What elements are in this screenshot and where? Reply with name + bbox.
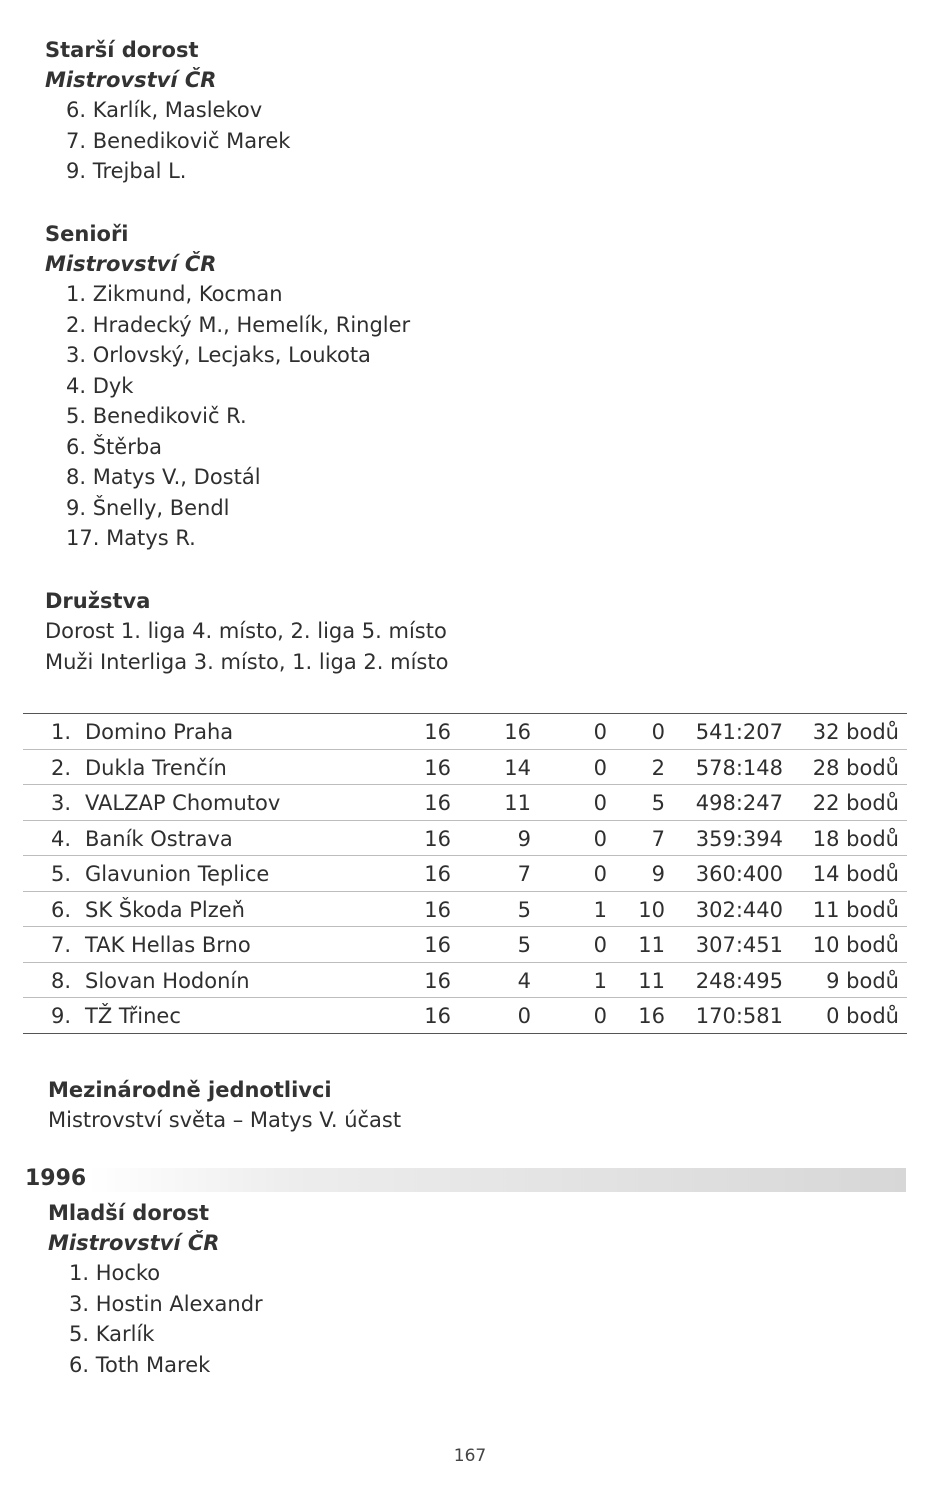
section-mladsi-dorost [48,1198,263,1380]
lost-cell: 16 [638,1004,665,1028]
draw-cell: 0 [593,862,607,886]
result-line: 8. Matys V., Dostál [66,465,261,489]
rank-cell: 9. [50,1004,71,1028]
standings-table [23,713,907,1034]
international-result-line: Mistrovství světa – Matys V. účast [48,1108,402,1132]
table-row [23,892,907,928]
lost-cell: 5 [651,791,665,815]
lost-cell: 10 [638,897,665,922]
played-cell: 16 [424,755,451,780]
result-line: 2. Hradecký M., Hemelík, Ringler [66,312,411,337]
table-row [23,998,907,1033]
table-row [23,714,907,750]
section-heading: Mezinárodně jednotlivci [48,1078,332,1102]
score-cell: 360:400 [695,862,783,886]
section-heading: Starší dorost [45,38,199,62]
score-cell: 541:207 [695,720,783,744]
won-cell: 0 [517,1004,531,1028]
result-line: 4. Dyk [66,373,134,398]
won-cell: 4 [517,968,531,993]
table-row [23,821,907,857]
rank-cell: 7. [50,933,71,957]
result-line: 7. Benedikovič Marek [66,128,291,153]
team-cell: TŽ Třinec [85,1004,181,1028]
won-cell: 5 [517,933,531,957]
played-cell: 16 [424,933,451,957]
team-cell: SK Škoda Plzeň [85,897,245,922]
score-cell: 170:581 [695,1004,783,1028]
draw-cell: 0 [593,1004,607,1028]
table-row [23,750,907,786]
result-line: 6. Karlík, Maslekov [66,98,263,122]
team-result-line: Muži Interliga 3. místo, 1. liga 2. místo [45,649,449,674]
rank-cell: 8. [50,968,71,993]
lost-cell: 7 [651,826,665,851]
page-number: 167 [453,1446,487,1466]
team-cell: Baník Ostrava [85,826,233,851]
section-heading: Mladší dorost [48,1201,210,1225]
won-cell: 9 [517,826,531,851]
points-cell: 22 bodů [812,791,899,815]
table-row [23,856,907,892]
result-line: 6. Toth Marek [69,1352,211,1377]
rank-cell: 1. [50,720,71,744]
points-cell: 14 bodů [812,862,899,886]
rank-cell: 4. [50,826,71,851]
team-cell: Domino Praha [85,720,234,744]
year-divider-bar [88,1168,906,1192]
section-mezinarodne [48,1075,401,1136]
section-heading: Senioři [45,222,129,246]
played-cell: 16 [424,826,451,851]
points-cell: 9 bodů [826,968,899,993]
lost-cell: 11 [638,933,665,957]
rank-cell: 2. [50,755,71,780]
result-line: 9. Trejbal L. [66,159,187,183]
table-row [23,927,907,963]
played-cell: 16 [424,897,451,922]
won-cell: 14 [504,755,531,780]
result-line: 5. Benedikovič R. [66,404,247,428]
team-cell: Slovan Hodonín [85,968,250,993]
draw-cell: 0 [593,791,607,815]
played-cell: 16 [424,862,451,886]
draw-cell: 1 [593,968,607,993]
points-cell: 0 bodů [826,1004,899,1028]
result-line: 1. Hocko [69,1261,161,1285]
score-cell: 302:440 [695,897,783,922]
points-cell: 28 bodů [812,755,899,780]
points-cell: 32 bodů [812,720,899,744]
played-cell: 16 [424,791,451,815]
result-line: 5. Karlík [69,1322,155,1346]
won-cell: 11 [504,791,531,815]
score-cell: 498:247 [695,791,783,815]
table-row [23,963,907,999]
draw-cell: 0 [593,720,607,744]
table-row [23,785,907,821]
draw-cell: 1 [593,897,607,922]
won-cell: 5 [517,897,531,922]
team-cell: Dukla Trenčín [85,755,227,780]
result-line: 6. Štěrba [66,434,163,459]
rank-cell: 3. [50,791,71,815]
score-cell: 307:451 [695,933,783,957]
points-cell: 18 bodů [812,826,899,851]
won-cell: 7 [517,862,531,886]
section-starsi-dorost [45,35,290,187]
rank-cell: 5. [50,862,71,886]
result-line: 1. Zikmund, Kocman [66,282,283,306]
draw-cell: 0 [593,755,607,780]
section-druzstva [45,586,448,677]
team-result-line: Dorost 1. liga 4. místo, 2. liga 5. místo [45,619,447,643]
result-line: 3. Hostin Alexandr [69,1291,263,1316]
points-cell: 10 bodů [812,933,899,957]
played-cell: 16 [424,1004,451,1028]
result-line: 3. Orlovský, Lecjaks, Loukota [66,343,371,367]
team-cell: Glavunion Teplice [85,862,270,886]
section-subheading: Mistrovství ČR [45,68,217,92]
won-cell: 16 [504,720,531,744]
year-heading: 1996 [25,1166,87,1191]
points-cell: 11 bodů [812,897,899,922]
result-line: 17. Matys R. [66,526,196,550]
rank-cell: 6. [50,897,71,922]
lost-cell: 9 [651,862,665,886]
played-cell: 16 [424,720,451,744]
result-line: 9. Šnelly, Bendl [66,495,230,520]
team-cell: TAK Hellas Brno [85,933,251,957]
section-subheading: Mistrovství ČR [45,252,217,276]
score-cell: 578:148 [695,755,783,780]
section-subheading: Mistrovství ČR [48,1231,220,1255]
section-heading: Družstva [45,589,151,613]
section-seniori [45,219,410,554]
score-cell: 359:394 [695,826,783,851]
played-cell: 16 [424,968,451,993]
draw-cell: 0 [593,933,607,957]
team-cell: VALZAP Chomutov [85,791,281,815]
draw-cell: 0 [593,826,607,851]
lost-cell: 11 [638,968,665,993]
lost-cell: 0 [651,720,665,744]
score-cell: 248:495 [695,968,783,993]
lost-cell: 2 [651,755,665,780]
